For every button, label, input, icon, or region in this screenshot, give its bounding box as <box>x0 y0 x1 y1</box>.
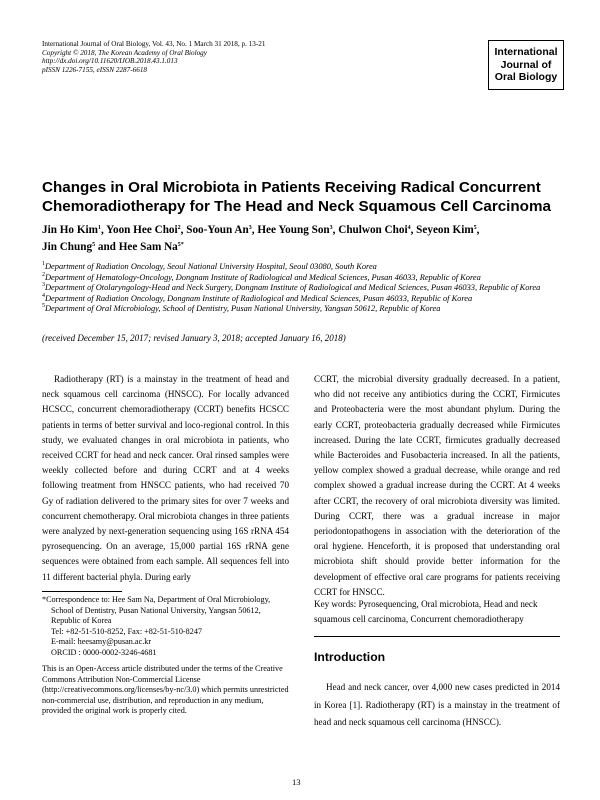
author-name: Chulwon Choi <box>338 224 408 236</box>
affiliation-sup: 3 <box>42 282 45 289</box>
author-sup: 5* <box>177 242 184 248</box>
citation-line: International Journal of Oral Biology, Vol. 43, No. 1 March 31 2018, p. 13-21 <box>42 40 266 48</box>
footnote-divider <box>42 591 122 592</box>
author-sup: 2 <box>177 225 181 231</box>
author-sup: 5 <box>92 242 96 248</box>
author-sup: 5 <box>473 225 477 231</box>
journal-name-line: International <box>494 46 558 58</box>
copyright-line: Copyright © 2018, The Korean Academy of Oral Biology <box>42 48 207 57</box>
footnote-line: ORCID : 0000-0002-3246-4681 <box>51 647 157 657</box>
author-name: Jin Ho Kim <box>42 224 98 236</box>
author-name: Soo-Youn An <box>186 224 249 236</box>
author-and: and <box>97 241 116 253</box>
page-number: 13 <box>292 777 301 787</box>
author-name: Seyeon Kim <box>416 224 474 236</box>
issn-line: pISSN 1226-7155, eISSN 2287-6618 <box>42 65 148 74</box>
journal-name-line: Oral Biology <box>494 71 558 83</box>
received-dates: (received December 15, 2017; revised January 3, 2018; accepted January 16, 2018) <box>42 333 346 343</box>
author-name: Hee Young Son <box>257 224 330 236</box>
journal-name-line: Journal of <box>500 58 552 71</box>
author-sup: 3 <box>329 225 333 231</box>
author-sup: 3 <box>248 225 252 231</box>
abstract-text: Radiotherapy (RT) is a mainstay in the treatment of head and neck squamous cell carcinoma (HNSCC). For locally advanced HCSCC, concurrent chemoradiotherapy (CCRT) benefits HCSCC patients in terms of better survival and loco-regional control. In this study, we evaluated changes in oral microbiota in patients, who received CCRT for head and neck cancer. Oral rinsed samples were weekly collected before and during CCRT and at 4 weeks following treatment from HNSCC patients, who had received 70 Gy of radiation delivered to the primary sites for over 7 weeks and concurrent chemotherapy. Oral microbiota changes in three patients were analyzed by next-generation sequencing using 16S rRNA 454 pyrosequencing. On an average, 15,000 partial 16S rRNA gene sequences were obtained from each sample. All sequences fell into 11 different bacterial phyla. During early <box>42 374 289 582</box>
citation-block <box>42 40 265 74</box>
journal-name-box <box>488 40 564 90</box>
affiliation-text: Department of Otolaryngology-Head and Neck Surgery, Dongnam Institute of Radiological and Medical Sciences, Pusan 46033, Republic of Korea <box>45 283 541 293</box>
affiliation-sup: 2 <box>42 271 45 278</box>
author-name: Jin Chung <box>42 241 93 253</box>
affiliation-sup: 5 <box>42 303 45 310</box>
article-title: Changes in Oral Microbiota in Patients Receiving Radical Concurrent Chemoradiotherapy for The Head and Neck Squamous Cell Carcinoma <box>42 179 551 215</box>
affiliation-item <box>42 262 562 273</box>
affiliation-text: Department of Oral Microbiology, School of Dentistry, Pusan National University, Yangsan 50612, Republic of Korea <box>45 304 441 314</box>
footnote-line: *Correspondence to: Hee Sam Na, Department of Oral Microbiology, <box>42 595 271 604</box>
footnote-line: Republic of Korea <box>51 616 112 626</box>
affiliation-text: Department of Hematology-Oncology, Dongnam Institute of Radiological and Medical Sciences, Pusan 46033, Republic of Korea <box>45 272 481 282</box>
footnote-line: Tel: +82-51-510-8252, Fax: +82-51-510-8247 <box>51 626 203 636</box>
license-notice: This is an Open-Access article distributed under the terms of the Creative Commons Attribution Non-Commercial License (http://creativecommons.org/licenses/by-nc/3.0) which permits unrestricted non-commercial use, distribution, and reproduction in any medium, provided the original work is properly cited. <box>42 664 289 716</box>
author-sup: 1 <box>97 225 101 231</box>
footnote-line: School of Dentistry, Pusan National University, Yangsan 50612, <box>51 605 261 615</box>
affiliation-text: Department of Radiation Oncology, Seoul National University Hospital, Seoul 03080, South Korea <box>45 262 377 271</box>
section-heading-introduction: Introduction <box>314 650 386 664</box>
affiliation-list <box>42 262 562 315</box>
doi-line: http://dx.doi.org/10.11620/IJOB.2018.43.1.013 <box>42 57 178 66</box>
affiliation-item <box>42 273 562 284</box>
section-divider <box>314 636 560 637</box>
correspondence-footnote <box>42 595 292 659</box>
footnote-line: E-mail: heesamy@pusan.ac.kr <box>51 637 152 647</box>
introduction-text: Head and neck cancer, over 4,000 new cases predicted in 2014 in Korea [1]. Radiotherapy (RT) is a mainstay in the treatment of head and neck squamous cell carcinoma (HNSCC). <box>314 682 560 728</box>
affiliation-sup: 1 <box>42 261 45 267</box>
abstract-right-column <box>314 372 560 600</box>
abstract-left-column <box>42 372 289 585</box>
author-list: Jin Ho Kim$^1$, Yoon Hee Choi$^2$, Soo-Youn An$^3$, Hee Young Son$^3$, Chulwon Choi$^4$, Seyeon Kim$^5$, Jin Chung$^5$ and Hee Sam $Na^{5*}$ <box>42 224 480 253</box>
affiliation-sup: 4 <box>42 292 45 299</box>
affiliation-text: Department of Radiation Oncology, Dongnam Institute of Radiological and Medical Sciences, Pusan 46033, Republic of Korea <box>45 293 473 303</box>
abstract-text: CCRT, the microbial diversity gradually decreased. In a patient, who did not receive any antibiotics during the CCRT, Firmicutes and Proteobacteria were the most abundant phylum. During the early CCRT, proteobacteria gradually decreased while Firmicutes increased. During the late CCRT, firmicutes gradually decreased while Bacteroides and Fusobacteria increased. In all the patients, yellow complex showed a gradual decrease, while orange and red complex showed a gradual increase during the CCRT. At 4 weeks after CCRT, the recovery of oral microbiota diversity was limited. During CCRT, there was a gradual increase in major periodontopathogens in association with the deterioration of the oral hygiene. Henceforth, it is proposed that understanding oral microbiota shift should provide better information for the development of effective oral care programs for patients receiving CCRT for HNSCC. <box>314 374 560 597</box>
author-sup: 4 <box>407 225 411 231</box>
affiliation-item <box>42 294 562 305</box>
affiliation-item <box>42 283 562 294</box>
author-name: Yoon Hee Choi <box>106 224 178 236</box>
keywords: Key words: Pyrosequencing, Oral microbiota, Head and neck squamous cell carcinoma, Concurrent chemoradiotherapy <box>314 599 538 625</box>
author-name: Hee Sam Na <box>118 241 178 253</box>
affiliation-item <box>42 304 562 315</box>
